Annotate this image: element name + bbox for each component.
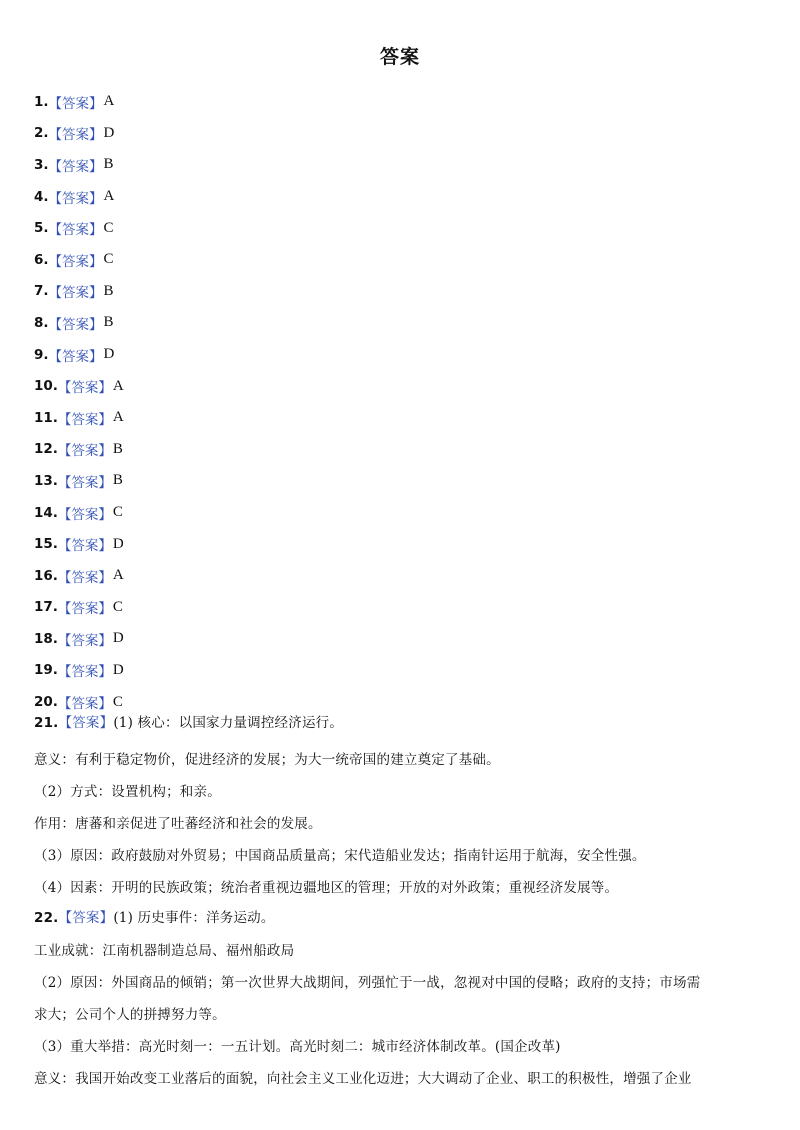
answer-tag: 【答案】 [57, 664, 112, 681]
q22-line-5: （3）重大举措：高光时刻一：一五计划。高光时刻二：城市经济体制改革。(国企改革) [34, 1039, 561, 1055]
answer-text: (1) 核心：以国家力量调控经济运行。 [113, 715, 344, 731]
q21-line-4: 作用：唐蕃和亲促进了吐蕃经济和社会的发展。 [34, 816, 322, 832]
answer-row [34, 623, 124, 655]
answer-tag: 【答案】 [48, 95, 103, 112]
answer-row [34, 592, 124, 624]
answer-tag: 【答案】 [57, 569, 112, 586]
answer-tag: 【答案】 [48, 222, 103, 239]
answer-tag: 【答案】 [57, 538, 112, 555]
answer-tag: 【答案】 [57, 506, 112, 523]
answer-text: (1) 历史事件：洋务运动。 [113, 910, 275, 926]
q21-line-2: 意义：有利于稳定物价，促进经济的发展；为大一统帝国的建立奠定了基础。 [34, 752, 500, 768]
q22-line-4: 求大；公司个人的拼搏努力等。 [34, 1007, 226, 1023]
question-number: 17. [34, 599, 58, 616]
question-number: 1. [34, 93, 49, 110]
answer-tag: 【答案】 [48, 316, 103, 333]
answer-choice: C [112, 693, 123, 710]
answer-choice: B [112, 440, 123, 457]
question-number: 19. [34, 662, 58, 679]
q22-line-6: 意义：我国开始改变工业落后的面貌，向社会主义工业化迈进；大大调动了企业、职工的积极性，增强了企业 [34, 1071, 692, 1087]
q21-line-3: （2）方式：设置机构；和亲。 [34, 784, 221, 800]
answer-row [34, 402, 124, 434]
question-number: 8. [34, 314, 49, 331]
answer-row [34, 370, 124, 402]
answer-list [34, 86, 124, 718]
answer-row [34, 655, 124, 687]
answer-choice: C [103, 219, 114, 236]
q21-line-1 [34, 711, 343, 731]
answer-row [34, 181, 124, 213]
question-number: 11. [34, 409, 58, 426]
answer-row [34, 212, 124, 244]
answer-row [34, 497, 124, 529]
question-number: 3. [34, 156, 49, 173]
answer-tag: 【答案】 [48, 190, 103, 207]
answer-choice: B [103, 314, 114, 331]
answer-choice: C [103, 251, 114, 268]
answer-row [34, 276, 124, 308]
question-number: 21. [34, 715, 59, 731]
answer-row [34, 465, 124, 497]
answer-tag: 【答案】 [48, 158, 103, 175]
answer-tag: 【答案】 [48, 285, 103, 302]
q21-line-6: （4）因素：开明的民族政策；统治者重视边疆地区的管理；开放的对外政策；重视经济发展等。 [34, 880, 619, 896]
question-number: 20. [34, 694, 58, 711]
q22-line-2: 工业成就：江南机器制造总局、福州船政局 [34, 943, 295, 959]
answer-tag: 【答案】 [57, 443, 112, 460]
answer-row [34, 560, 124, 592]
question-number: 18. [34, 630, 58, 647]
question-number: 15. [34, 536, 58, 553]
q22-line-3: （2）原因：外国商品的倾销；第一次世界大战期间，列强忙于一战，忽视对中国的侵略；政府的支持；市场需 [34, 975, 701, 991]
answer-choice: D [112, 661, 124, 678]
question-number: 22. [34, 910, 59, 926]
question-number: 9. [34, 346, 49, 363]
answer-choice: B [112, 472, 123, 489]
answer-choice: A [112, 567, 124, 584]
answer-tag: 【答案】 [57, 411, 112, 428]
answer-choice: D [103, 124, 115, 141]
answer-tag: 【答案】 [48, 253, 103, 270]
question-number: 12. [34, 441, 58, 458]
answer-choice: D [103, 346, 115, 363]
answer-row [34, 244, 124, 276]
question-number: 4. [34, 188, 49, 205]
answer-row [34, 528, 124, 560]
answer-tag: 【答案】 [58, 715, 114, 731]
question-number: 2. [34, 125, 49, 142]
answer-choice: A [103, 93, 115, 110]
answer-tag: 【答案】 [57, 474, 112, 491]
question-number: 13. [34, 472, 58, 489]
answer-row [34, 339, 124, 371]
answer-choice: A [103, 188, 115, 205]
q21-line-5: （3）原因：政府鼓励对外贸易；中国商品质量高；宋代造船业发达；指南针运用于航海，安全性强。 [34, 848, 646, 864]
answer-tag: 【答案】 [57, 380, 112, 397]
answer-row [34, 307, 124, 339]
answer-tag: 【答案】 [57, 601, 112, 618]
answer-choice: D [112, 630, 124, 647]
answer-choice: C [112, 504, 123, 521]
question-number: 5. [34, 220, 49, 237]
answer-row [34, 434, 124, 466]
answer-choice: A [112, 377, 124, 394]
answer-choice: A [112, 409, 124, 426]
question-number: 14. [34, 504, 58, 521]
question-number: 16. [34, 567, 58, 584]
answer-choice: B [103, 282, 114, 299]
answer-tag: 【答案】 [48, 348, 103, 365]
question-number: 10. [34, 378, 58, 395]
answer-choice: C [112, 598, 123, 615]
answer-row [34, 149, 124, 181]
answer-tag: 【答案】 [58, 910, 114, 926]
page-title: 答案 [379, 46, 420, 68]
question-number: 7. [34, 283, 49, 300]
answer-row [34, 86, 124, 118]
question-number: 6. [34, 251, 49, 268]
answer-tag: 【答案】 [57, 696, 112, 713]
q22-line-1 [34, 906, 275, 926]
answer-choice: B [103, 156, 114, 173]
answer-row [34, 118, 124, 150]
answer-tag: 【答案】 [57, 632, 112, 649]
answer-tag: 【答案】 [48, 127, 103, 144]
answer-choice: D [112, 535, 124, 552]
